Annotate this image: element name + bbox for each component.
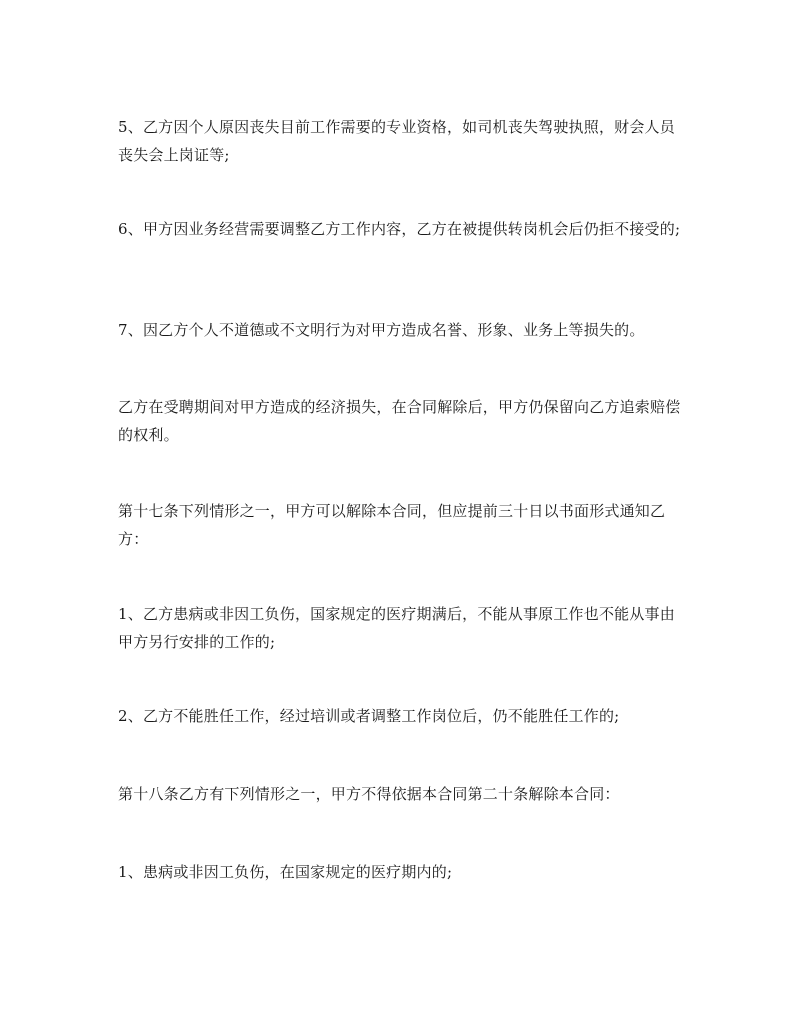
paragraph-article-18: 第十八条乙方有下列情形之一，甲方不得依据本合同第二十条解除本合同： — [118, 785, 620, 803]
paragraph-article-17-item-1: 1、乙方患病或非因工负伤，国家规定的医疗期满后，不能从事原工作也不能从事由甲方另行安排的工作的; — [118, 605, 675, 651]
paragraph-clause-7: 7、因乙方个人不道德或不文明行为对甲方造成名誉、形象、业务上等损失的。 — [118, 321, 645, 339]
paragraph-article-17-item-2: 2、乙方不能胜任工作，经过培训或者调整工作岗位后，仍不能胜任工作的; — [118, 707, 620, 725]
paragraph-article-18-item-1: 1、患病或非因工负伤，在国家规定的医疗期内的; — [118, 863, 453, 881]
paragraph-article-17: 第十七条下列情形之一，甲方可以解除本合同，但应提前三十日以书面形式通知乙方： — [118, 502, 666, 548]
paragraph-clause-5: 5、乙方因个人原因丧失目前工作需要的专业资格，如司机丧失驾驶执照，财会人员丧失会上岗证等; — [118, 118, 675, 164]
paragraph-clause-6: 6、甲方因业务经营需要调整乙方工作内容，乙方在被提供转岗机会后仍拒不接受的; — [118, 220, 681, 238]
paragraph-economic-loss: 乙方在受聘期间对甲方造成的经济损失，在合同解除后，甲方仍保留向乙方追索赔偿的权利。 — [118, 398, 681, 444]
